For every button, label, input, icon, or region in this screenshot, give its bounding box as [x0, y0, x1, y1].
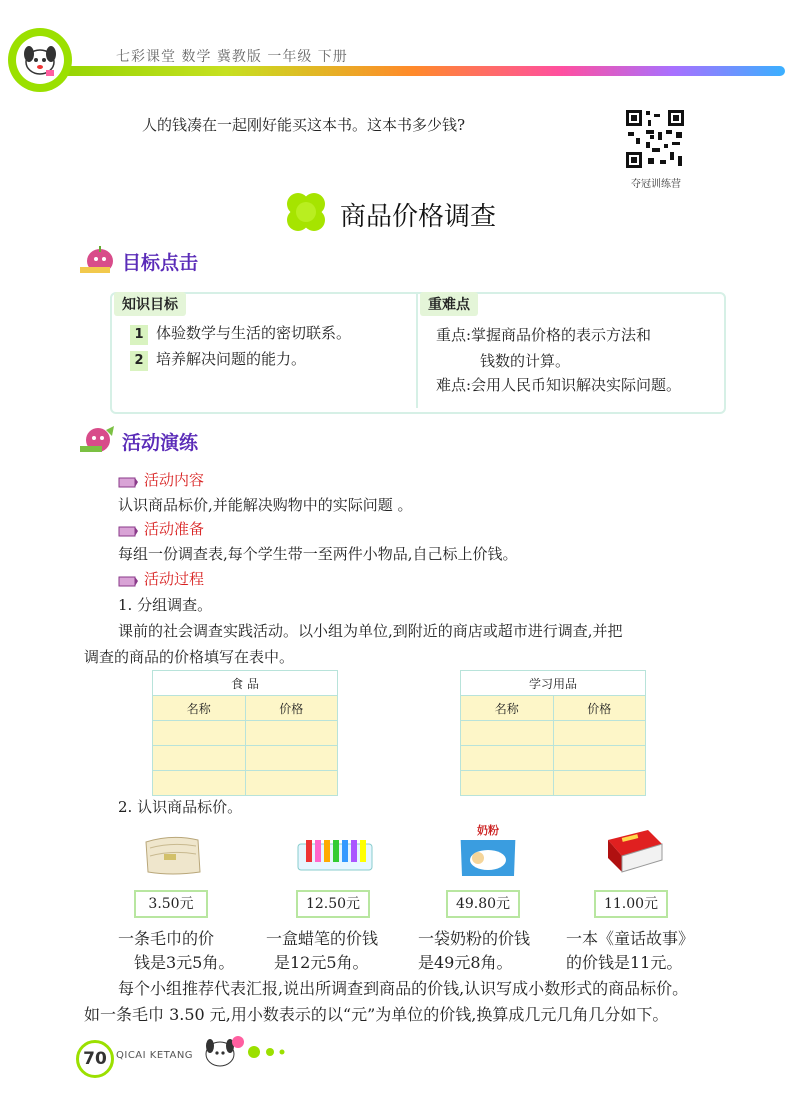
intro-line: 人的钱凑在一起刚好能买这本书。这本书多少钱? [142, 116, 466, 134]
food-survey-table [152, 670, 338, 796]
difficulty-line: 难点:会用人民币知识解决实际问题。 [436, 376, 682, 394]
closing-paragraph: 如一条毛巾 3.50 元,用小数表示的以“元”为单位的价钱,换算成几元几角几分如下。 [84, 1005, 669, 1024]
key-point-line: 钱数的计算。 [480, 352, 571, 370]
activity-prep-text: 每组一份调查表,每个学生带一至两件小物品,自己标上价钱。 [118, 545, 518, 563]
table-header: 价格 [553, 696, 646, 721]
footer-brand: QICAI KETANG [116, 1050, 194, 1061]
item-description: 钱是3元5角。 [134, 953, 235, 972]
section-title: 商品价格调查 [340, 202, 497, 232]
table-title: 食 品 [153, 671, 338, 696]
table-cell[interactable] [153, 746, 246, 771]
table-header: 名称 [153, 696, 246, 721]
qr-caption: 夺冠训练营 [631, 179, 681, 190]
goals-divider [416, 294, 418, 408]
step1-text: 课前的社会调查实践活动。以小组为单位,到附近的商店或超市进行调查,并把 [118, 622, 623, 640]
page-number: 70 [76, 1040, 114, 1078]
item-description: 一本《童话故事》 [566, 929, 695, 948]
table-cell[interactable] [153, 721, 246, 746]
book-title: 七彩课堂 数学 冀教版 一年级 下册 [116, 49, 348, 65]
header-gradient-bar [40, 66, 785, 76]
table-cell[interactable] [553, 746, 646, 771]
table-cell[interactable] [461, 746, 554, 771]
activity-content-label: 活动内容 [144, 471, 205, 489]
step1-title: 1. 分组调查。 [118, 596, 213, 614]
activity-content-text: 认识商品标价,并能解决购物中的实际问题 。 [118, 496, 413, 514]
item-description: 是12元5角。 [274, 953, 369, 972]
item-number: 2 [130, 351, 148, 371]
pencil-icon [118, 573, 138, 587]
item-description: 一袋奶粉的价钱 [418, 929, 531, 948]
price-tag: 3.50元 [134, 890, 208, 918]
table-cell[interactable] [461, 721, 554, 746]
footer-mascot-icon [198, 1032, 290, 1072]
step1-text: 调查的商品的价格填写在表中。 [84, 648, 295, 666]
activity-heading: 活动演练 [122, 432, 199, 454]
storybook-icon [604, 824, 664, 878]
table-cell[interactable] [153, 771, 246, 796]
price-tag: 11.00元 [594, 890, 668, 918]
item-description: 的价钱是11元。 [566, 953, 683, 972]
table-cell[interactable] [553, 721, 646, 746]
activity-prep-label: 活动准备 [144, 520, 205, 538]
item-text: 体验数学与生活的密切联系。 [156, 324, 352, 342]
table-cell[interactable] [245, 771, 338, 796]
goals-heading: 目标点击 [122, 252, 199, 274]
price-tag: 49.80元 [446, 890, 520, 918]
clover-icon [284, 190, 328, 234]
knowledge-goal-tag: 知识目标 [114, 292, 186, 316]
apple-mascot-icon [78, 245, 116, 275]
item-description: 一盒蜡笔的价钱 [266, 929, 379, 948]
towel-icon [142, 832, 204, 878]
pencil-icon [118, 474, 138, 488]
table-header: 名称 [461, 696, 554, 721]
table-cell[interactable] [553, 771, 646, 796]
table-cell[interactable] [245, 746, 338, 771]
table-header: 价格 [245, 696, 338, 721]
item-number: 1 [130, 325, 148, 345]
milk-powder-label: 奶粉 [477, 824, 499, 837]
crayon-box-icon [296, 834, 374, 874]
school-supplies-table [460, 670, 646, 796]
item-description: 一条毛巾的价 [118, 929, 215, 948]
mascot-icon [16, 36, 64, 84]
item-text: 培养解决问题的能力。 [156, 350, 307, 368]
activity-process-label: 活动过程 [144, 570, 205, 588]
table-cell[interactable] [245, 721, 338, 746]
price-tag: 12.50元 [296, 890, 370, 918]
closing-paragraph: 每个小组推荐代表汇报,说出所调查到商品的价钱,认识写成小数形式的商品标价。 [118, 979, 689, 998]
step2-title: 2. 认识商品标价。 [118, 798, 243, 816]
grape-mascot-icon [78, 424, 116, 454]
key-point-line: 重点:掌握商品价格的表示方法和 [436, 326, 652, 344]
knowledge-item [130, 346, 306, 372]
item-description: 是49元8角。 [418, 953, 513, 972]
key-points-tag: 重难点 [420, 292, 478, 316]
table-cell[interactable] [461, 771, 554, 796]
table-title: 学习用品 [461, 671, 646, 696]
qr-code-icon [624, 108, 686, 170]
knowledge-item [130, 320, 351, 346]
pencil-icon [118, 523, 138, 537]
